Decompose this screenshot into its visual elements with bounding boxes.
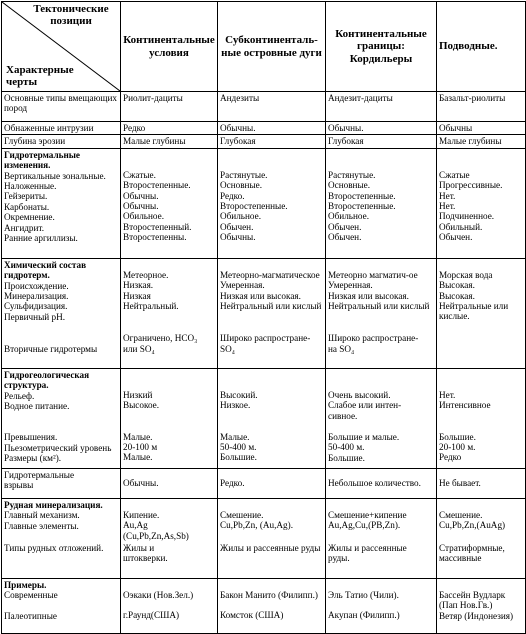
cell-line: Умеренная. [328,280,373,291]
sub-label: Ранние аргиллизы. [4,233,78,244]
cell-line: Низкое. [220,400,251,411]
sub-label: Первичный pH. [4,311,66,322]
cell-line: Метеорное. [123,269,169,280]
section-title: Гидрогеологическая [4,369,90,380]
cell-line: Прогрессивные. [439,180,503,191]
cell-line: Слабое или интен- [328,400,402,411]
cell-line: Обычны. [123,190,159,201]
sub-label: Рельеф. [4,390,35,401]
cell-line: Высокая. [439,280,475,291]
header-corner-cell [2,2,121,92]
sub-label: Наложенные. [4,181,57,192]
cell-line: массивные [439,553,482,564]
row-label-erosion: Глубина эрозии [2,135,121,148]
cell: Обычны. [121,468,218,498]
row-host-rocks [2,92,526,122]
cell-line: Обильное. [220,211,261,222]
cell-line: Обычен. [220,221,254,232]
cell-line: Нет. [439,190,456,201]
cell-line: Сжатые. [123,169,156,180]
cell-line: Жилы и [123,543,155,554]
sub-label: Главные элементы. [4,520,79,531]
cell [218,498,326,578]
corner-top-label: Тектонические позиции [33,3,109,27]
header-row [2,2,526,92]
cell [437,498,526,578]
cell-line: Растянутые. [328,169,376,180]
sub-label: Ангидрит. [4,222,45,233]
cell: Глубокая [326,135,437,148]
cell: Редко. [218,468,326,498]
cell-line: Стратиформные, [439,542,505,553]
cell [121,148,218,258]
sub-label: Главный механизм. [4,510,80,521]
cell [326,498,437,578]
cell-line: Большие. [328,452,365,463]
section-title: Гидротермальные [4,469,75,480]
row-explosions [2,468,526,498]
cell-line: кислые. [439,311,470,322]
cell-line: Второстепенные. [328,201,396,212]
cell-line: Низкая. [123,280,154,291]
cell-line: Высокий. [220,389,258,400]
row-ore [2,498,526,578]
row-label-examples [2,578,121,633]
cell-line: Обычен. [328,232,362,243]
cell-line: Основные. [328,180,371,191]
cell [437,148,526,258]
cell-line: 50-400 м. [328,442,365,453]
cell [326,578,437,633]
row-label-chemistry [2,258,121,368]
cell-line: Cu,Pb,Zn,(AuAg) [439,520,506,531]
sub-label: Вторичные гидротермы [4,344,98,355]
cell-line: Ветяр (Индонезия) [439,610,514,621]
cell-line: Обычны. [123,201,159,212]
cell-line: г.Раунд(США) [123,610,180,621]
sub-label: Современные [4,590,58,601]
col-header-continental: Континентальные условия [121,2,218,92]
cell-line: Очень высокий. [328,389,391,400]
sub-label: Палеотипные [4,610,57,621]
sub-label: Минерализация. [4,291,69,302]
cell: Базальт-риолиты [437,92,526,122]
cell-line: Растянутые. [220,169,268,180]
cell-line: Cu,Pb,Zn, (Au,Ag). [220,520,293,531]
sub-label: Гейзериты. [4,191,48,202]
row-chemistry [2,258,526,368]
cell-line: Морская вода [439,269,493,280]
cell-line: Второстепенные. [123,180,191,191]
cell-line: Нейтральный. [123,301,179,312]
cell-line: (Cu,Pb,Zn,As,Sb) [123,530,189,541]
cell-line: Малые. [123,431,153,442]
cell-line: Смешение. [439,509,483,520]
sub-label: Окремнение. [4,212,55,223]
sub-label: Карбонаты. [4,201,50,212]
row-label-hydrogeology [2,368,121,468]
cell-line: Второстепенны. [123,232,187,243]
cell: Не бывает. [437,468,526,498]
cell-line: на SO₄ [328,343,355,354]
cell-line: Акупан (Филипп.) [328,610,400,621]
section-title: Гидротермальные изменения. [4,149,81,171]
cell-line: Умеренная. [220,280,265,291]
cell-line: Кипение. [123,509,160,520]
cell [437,578,526,633]
cell-line: Высокое. [123,400,160,411]
cell [326,258,437,368]
row-label-host-rocks: Основные типы вмещающих пород [2,92,121,122]
cell [218,258,326,368]
cell-line: Большие и малые. [328,432,400,443]
cell-line: Большие. [220,452,257,463]
col-header-cordilleras: Континентальные границы: Кордильеры [326,2,437,92]
cell-line: штокверки. [123,553,168,564]
section-title: гидротерм. [4,270,50,281]
col-header-island-arcs: Субконтиненталь-ные островные дуги [218,2,326,92]
sub-label: Вертикальные зональные. [4,170,106,181]
cell-line: Нет. [439,389,456,400]
cell [121,258,218,368]
cell-line: Обычен. [439,232,473,243]
section-title: взрывы [4,480,34,491]
cell-line: Большие. [439,431,476,442]
cell-line: Метеорно-магматическое [220,269,320,280]
cell: Небольшое количество. [326,468,437,498]
cell-line: Нейтральный или кислый [328,301,430,312]
cell-line: Широко распростране- [328,333,419,344]
cell: Андезиты [218,92,326,122]
cell-line: Обильное. [328,211,369,222]
row-examples [2,578,526,633]
section-title: Примеры. [4,579,47,590]
cell [121,368,218,468]
cell [326,148,437,258]
cell-line: Бассейн Вудларк [439,589,506,600]
row-label-explosions [2,468,121,498]
cell-line: Редко. [220,190,245,201]
cell-line: Нет. [439,201,456,212]
row-label-intrusions: Обнаженные интрузии [2,122,121,135]
cell-line: Жилы и рассеянные [328,542,407,553]
cell: Редко [121,122,218,135]
cell-line: Второстепенные. [220,201,288,212]
cell-line: Бакон Манито (Филипп.) [220,589,318,600]
corner-bottom-label: Характерные черты [6,64,74,88]
sub-label: Пьезометрический уровень [4,442,112,453]
cell-line: Обильный. [439,221,483,232]
sub-label: Сульфидизация. [4,301,68,312]
cell-line: Ограничено, HCO₃ [123,333,198,344]
cell-line: руды. [328,553,350,564]
cell-line: Малые. [123,452,153,463]
cell-line: Редко [439,452,462,463]
sub-label: Превышения. [4,432,58,443]
sub-label: Размеры (км²). [4,453,62,464]
cell: Малые глубины [121,135,218,148]
col-header-submarine: Подводные. [437,2,526,92]
sub-label: Водное питание. [4,401,70,412]
cell-line: SO₄ [220,343,235,354]
row-intrusions [2,122,526,135]
cell: Обычны. [218,122,326,135]
cell-line: Низкий [123,389,153,400]
cell-line: Второстепенный. [123,221,192,232]
row-erosion [2,135,526,148]
cell-line: Au,Ag,Cu,(PB,Zn). [328,520,401,531]
cell-line: Малые. [220,431,250,442]
cell [218,578,326,633]
cell [437,258,526,368]
cell-line: Эль Татио (Чили). [328,589,399,600]
row-hydrothermal [2,148,526,258]
cell-line: (Пап Нов.Гв.) [439,600,493,611]
cell-line: Подчиненное. [439,211,495,222]
cell-line: Второстепенные. [328,190,396,201]
cell-line: 20-100 м [123,442,158,453]
cell-line: Комсток (США) [220,610,284,621]
cell: Риолит-дациты [121,92,218,122]
cell-line: Обычны. [220,232,256,243]
cell: Глубокая [218,135,326,148]
cell-line: Метеорно магматич-ое [328,269,418,280]
cell-line: Au,Ag [123,520,148,531]
cell-line: Низкая [123,290,151,301]
cell-line: Сжатые [439,169,470,180]
cell-line: Широко распростране- [220,333,311,344]
row-label-ore [2,498,121,578]
row-hydrogeology [2,368,526,468]
cell [326,368,437,468]
cell-line: Низкая или высокая. [220,290,301,301]
cell-line: Основные. [220,180,263,191]
tectonic-comparison-table [1,1,526,634]
cell-line: Нейтральные или [439,301,509,312]
cell [121,498,218,578]
cell: Обычны. [326,122,437,135]
cell-line: Смешение+кипение [328,509,407,520]
cell: Малые глубины [437,135,526,148]
cell-line: Обычен. [328,221,362,232]
cell-line: Интенсивное [439,400,491,411]
cell-line: сивное. [328,410,358,421]
cell-line: Высокая. [439,290,475,301]
cell-line: Жилы и рассеянные руды [220,542,321,553]
cell-line: или SO₄ [123,343,155,354]
cell-line: 20-100 м. [439,442,476,453]
cell-line: Обильное. [123,211,164,222]
sub-label: Типы рудных отложений. [4,543,104,554]
cell-line: Смешение. [220,509,264,520]
sub-label: Происхождение. [4,280,69,291]
section-title: Химический состав [4,259,87,270]
row-label-hydrothermal [2,148,121,258]
section-title: структура. [4,380,49,391]
cell-line: Нейтральный или кислый [220,301,322,312]
cell: Андезит-дациты [326,92,437,122]
cell [121,578,218,633]
cell [218,148,326,258]
cell-line: 50-400 м. [220,442,257,453]
cell [437,368,526,468]
cell: Обычны [437,122,526,135]
section-title: Рудная минерализация. [4,499,103,510]
cell-line: Низкая или высокая. [328,290,409,301]
cell [218,368,326,468]
cell-line: Оэкаки (Нов.Зел.) [123,589,194,600]
